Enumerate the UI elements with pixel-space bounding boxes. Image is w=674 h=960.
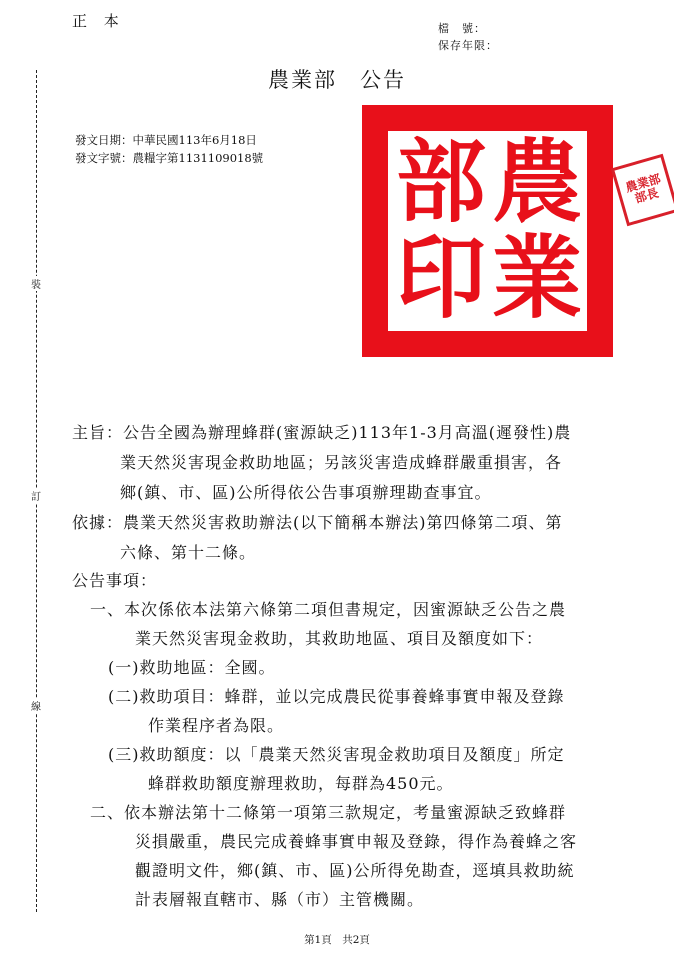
original-copy-label: 正 本 (72, 12, 125, 30)
document-title: 農業部 公告 (268, 68, 406, 92)
sub-item-1: (一)救助地區：全國。 (108, 658, 276, 677)
issue-date: 發文日期：中華民國113年6月18日 (75, 133, 257, 147)
minister-seal: 農業部部長 (611, 154, 674, 227)
seal-char-3: 部 (396, 131, 486, 235)
seal-field (388, 131, 587, 331)
sub-item-2-line-2: 作業程序者為限。 (148, 716, 285, 735)
basis-line-2: 六條、第十二條。 (120, 543, 257, 562)
issue-number: 發文字號：農糧字第1131109018號 (75, 151, 264, 165)
subject-line-2: 業天然災害現金救助地區；另該災害造成蜂群嚴重損害，各 (120, 453, 563, 472)
binding-mark-2: 訂 (30, 488, 42, 503)
seal-char-2: 業 (492, 225, 582, 331)
item-2-line-3: 觀證明文件，鄉(鎮、市、區)公所得免勘查，逕填具救助統 (135, 861, 575, 880)
official-seal (362, 105, 613, 357)
item-1-line-2: 業天然災害現金救助，其救助地區、項目及額度如下： (135, 629, 544, 648)
sub-item-2-line-1: (二)救助項目：蜂群，並以完成農民從事養蜂事實申報及登錄 (108, 687, 565, 706)
notice-heading: 公告事項： (72, 571, 158, 590)
file-number-label: 檔 號： (438, 22, 486, 35)
seal-char-4: 印 (396, 225, 486, 331)
seal-char-1: 農 (492, 131, 582, 235)
binding-mark-1: 裝 (30, 276, 42, 291)
subject-line-1: 主旨：公告全國為辦理蜂群(蜜源缺乏)113年1-3月高溫(遲發性)農 (72, 423, 572, 442)
basis-line-1: 依據：農業天然災害救助辦法(以下簡稱本辦法)第四條第二項、第 (72, 513, 563, 532)
sub-item-3-line-1: (三)救助額度：以「農業天然災害現金救助項目及額度」所定 (108, 745, 565, 764)
retention-period-label: 保存年限： (438, 39, 498, 52)
item-1-line-1: 一、本次係依本法第六條第二項但書規定，因蜜源缺乏公告之農 (90, 600, 567, 619)
sub-item-3-line-2: 蜂群救助額度辦理救助，每群為450元。 (148, 774, 454, 793)
binding-mark-3: 線 (30, 698, 42, 713)
item-2-line-2: 災損嚴重，農民完成養蜂事實申報及登錄，得作為養蜂之客 (135, 832, 578, 851)
item-2-line-1: 二、依本辦法第十二條第一項第三款規定，考量蜜源缺乏致蜂群 (90, 803, 567, 822)
subject-line-3: 鄉(鎮、市、區)公所得依公告事項辦理勘查事宜。 (120, 483, 492, 502)
item-2-line-4: 計表層報直轄市、縣（市）主管機關。 (135, 890, 425, 909)
page-number: 第1頁 共2頁 (304, 934, 370, 946)
